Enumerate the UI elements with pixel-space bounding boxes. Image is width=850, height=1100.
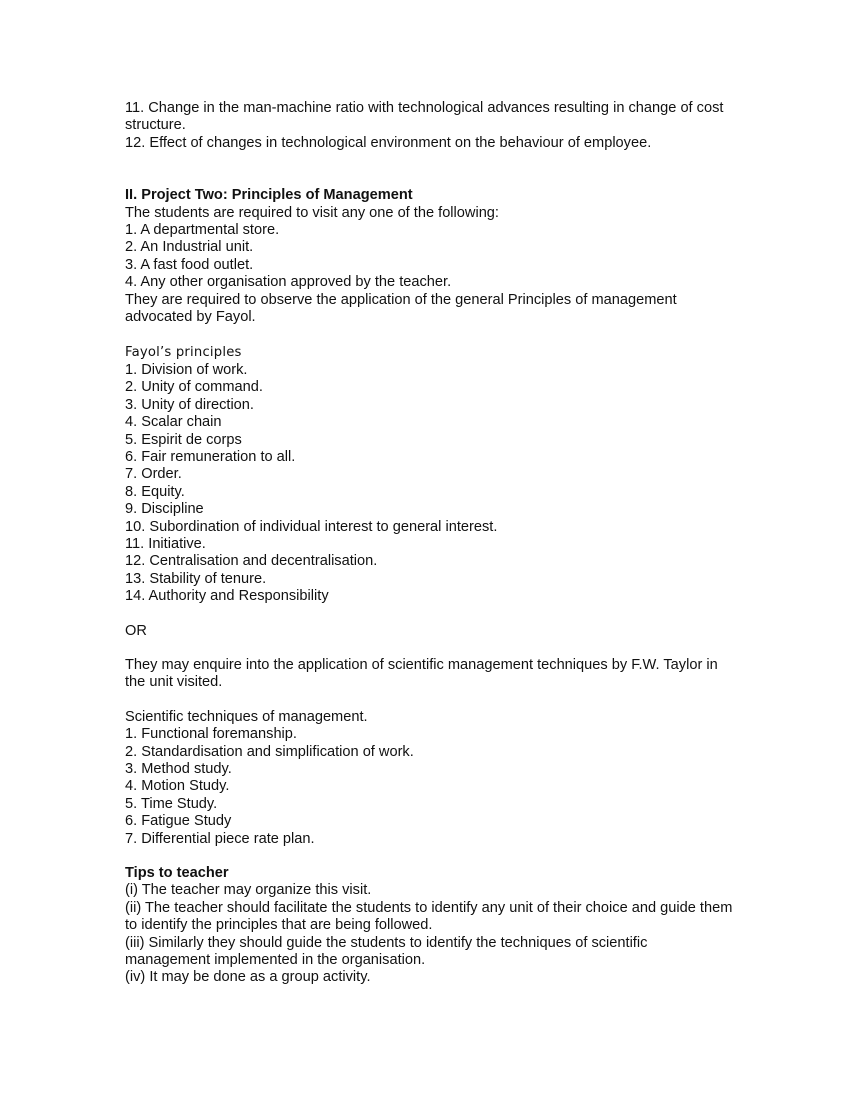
list-item: 3. Method study. — [125, 761, 232, 777]
tips-list — [125, 882, 735, 986]
list-item: 12. Effect of changes in technological environment on the behaviour of employee. — [125, 134, 652, 151]
list-item: 6. Fair remuneration to all. — [125, 448, 296, 465]
fayol-heading: Fayol’s principles — [125, 345, 242, 361]
observe-paragraph: They are required to observe the application of the general Principles of management advocated by Fayol. — [125, 291, 677, 326]
list-item: 14. Authority and Responsibility — [125, 588, 329, 605]
list-item: 13. Stability of tenure. — [125, 570, 267, 587]
list-item: 1. Division of work. — [125, 361, 248, 378]
list-item: 5. Time Study. — [125, 795, 218, 812]
list-item: 8. Equity. — [125, 483, 185, 500]
list-item: (iv) It may be done as a group activity. — [125, 969, 371, 986]
list-item: 10. Subordination of individual interest to general interest. — [125, 518, 498, 535]
list-item: 11. Initiative. — [125, 535, 206, 552]
list-item: 5. Espirit de corps — [125, 431, 242, 448]
list-item: 6. Fatigue Study — [125, 813, 232, 830]
list-item: 12. Centralisation and decentralisation. — [125, 553, 378, 570]
tips-heading: Tips to teacher — [125, 865, 229, 882]
list-item: 3. A fast food outlet. — [125, 256, 254, 273]
list-item: 7. Order. — [125, 466, 182, 483]
list-item: (i) The teacher may organize this visit. — [125, 882, 372, 899]
list-item: 4. Any other organisation approved by the teacher. — [125, 274, 452, 291]
taylor-paragraph: They may enquire into the application of scientific management techniques by F.W. Taylor in the unit visited. — [125, 656, 718, 691]
list-item: 9. Discipline — [125, 501, 204, 518]
list-item: 2. Standardisation and simplification of work. — [125, 743, 414, 760]
list-item: 1. A departmental store. — [125, 222, 280, 239]
or-separator: OR — [125, 622, 147, 639]
list-item: 4. Scalar chain — [125, 414, 222, 431]
scientific-heading: Scientific techniques of management. — [125, 708, 368, 725]
list-item: 1. Functional foremanship. — [125, 726, 297, 743]
list-item: 7. Differential piece rate plan. — [125, 830, 315, 847]
section-heading-project-two: II. Project Two: Principles of Management — [125, 187, 413, 204]
list-item: (iii) Similarly they should guide the students to identify the techniques of scientific management implemented in the organisation. — [125, 934, 648, 969]
list-item: 3. Unity of direction. — [125, 396, 254, 413]
visit-options-list — [125, 222, 735, 292]
list-item: 4. Motion Study. — [125, 778, 230, 795]
fayol-principles-list — [125, 362, 735, 606]
list-item: 2. An Industrial unit. — [125, 239, 254, 256]
project-instruction: The students are required to visit any one of the following: — [125, 204, 499, 221]
list-item: (ii) The teacher should facilitate the students to identify any unit of their choice and guide them to identify the principles that are being followed. — [125, 899, 733, 934]
list-item: 2. Unity of command. — [125, 379, 263, 396]
scientific-techniques-list — [125, 726, 735, 848]
list-item: 11. Change in the man-machine ratio with technological advances resulting in change of cost structure. — [125, 100, 724, 134]
document-page — [125, 100, 735, 987]
intro-list — [125, 100, 735, 152]
